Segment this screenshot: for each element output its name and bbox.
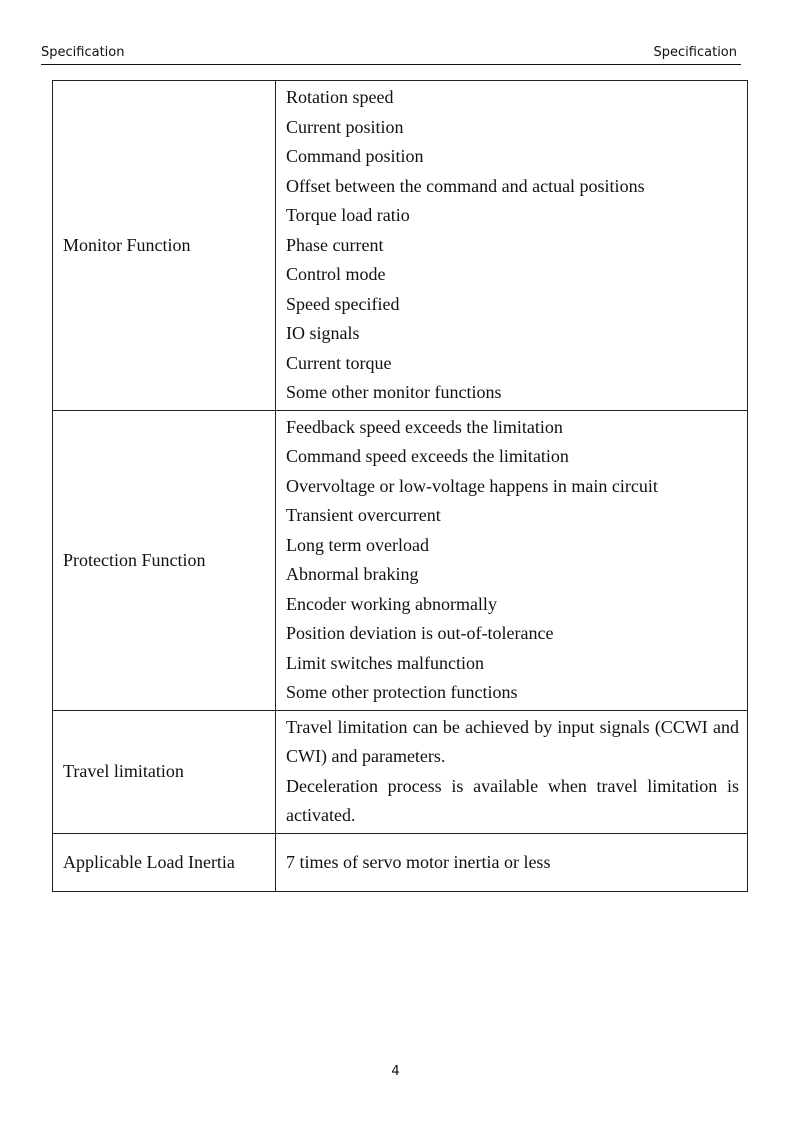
row-value: 7 times of servo motor inertia or less (276, 833, 748, 891)
header-right-title: Specification (653, 45, 737, 60)
row-value (276, 710, 748, 833)
list-item: Command position (286, 146, 424, 166)
list-item: Current position (286, 116, 404, 137)
list-item: Overvoltage or low-voltage happens in main circuit (286, 475, 658, 496)
paragraph-text: Travel limitation can be achieved by input signals (CCWI and CWI) and parameters (286, 716, 739, 766)
table-row-load-inertia (53, 833, 748, 891)
paragraph (286, 772, 739, 831)
list-item: Position deviation is out-of-tolerance (286, 623, 554, 643)
row-value (276, 410, 748, 710)
list-item: Current torque (286, 352, 392, 373)
paragraph-end: . (440, 747, 446, 766)
specification-table (52, 80, 748, 892)
row-label: Monitor Function (53, 81, 276, 411)
list-item: Long term overload (286, 534, 429, 555)
list-item: Rotation speed (286, 87, 394, 107)
list-item: Torque load ratio (286, 205, 410, 225)
row-label: Protection Function (53, 410, 276, 710)
list-item: Encoder working abnormally (286, 593, 497, 614)
row-value (276, 81, 748, 411)
list-item: Control mode (286, 264, 386, 284)
list-item: Feedback speed exceeds the limitation (286, 416, 563, 437)
list-item: Some other monitor functions (286, 382, 502, 402)
table-row-monitor (53, 81, 748, 411)
list-item: Speed specified (286, 293, 400, 314)
list-item: Offset between the command and actual positions (286, 175, 645, 196)
page-header (41, 44, 741, 65)
list-item: Some other protection functions (286, 682, 518, 702)
list-item: IO signals (286, 323, 360, 343)
paragraph (286, 713, 739, 772)
list-item: Abnormal braking (286, 564, 419, 584)
row-label: Travel limitation (53, 710, 276, 833)
list-item: Transient overcurrent (286, 505, 441, 525)
list-item: Phase current (286, 234, 384, 255)
row-label: Applicable Load Inertia (53, 833, 276, 891)
paragraph-text: Deceleration process is available when travel limitation is activated (286, 775, 739, 825)
paragraph-end: . (350, 806, 356, 825)
table-row-protection (53, 410, 748, 710)
list-item: Limit switches malfunction (286, 652, 484, 673)
list-item: Command speed exceeds the limitation (286, 446, 569, 466)
page-number: 4 (391, 1064, 400, 1079)
header-left-title: Specification (41, 45, 125, 60)
table-row-travel (53, 710, 748, 833)
